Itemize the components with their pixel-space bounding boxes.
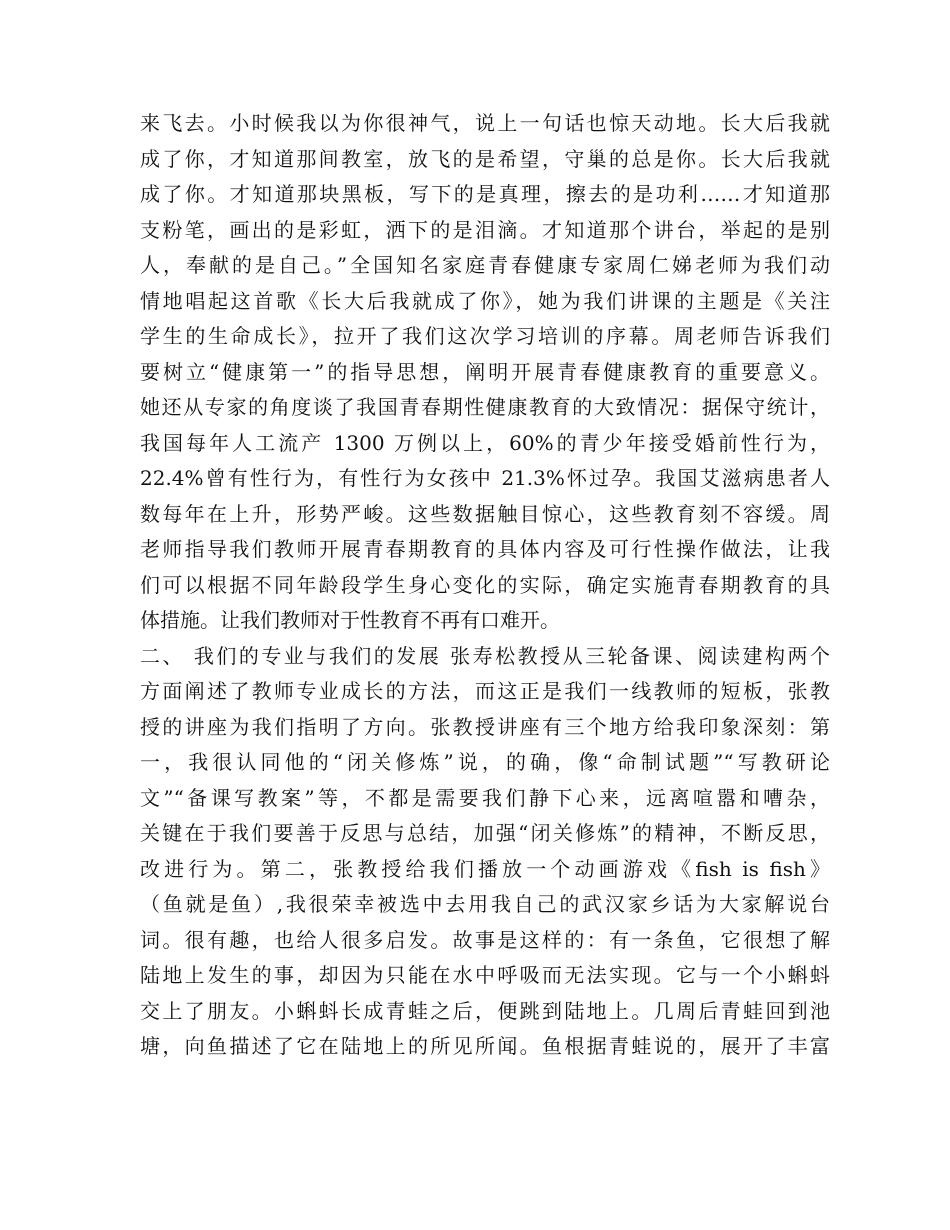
text-line: 老师指导我们教师开展青春期教育的具体内容及可行性操作做法，让我: [140, 537, 830, 561]
text-line: 授的讲座为我们指明了方向。张教授讲座有三个地方给我印象深刻：第: [140, 714, 830, 739]
text-line: 体措施。让我们教师对于性教育不再有口难开。: [140, 608, 560, 632]
text-line: 文”“备课写教案”等，不都是需要我们静下心来，远离喧嚣和嘈杂，: [140, 785, 830, 810]
text-line: 要树立“健康第一”的指导思想，阐明开展青春健康教育的重要意义。: [140, 359, 830, 384]
text-line: 22.4%曾有性行为，有性行为女孩中 21.3%怀过孕。我国艾滋病患者人: [140, 466, 830, 490]
text-line: 改进行为。第二，张教授给我们播放一个动画游戏《fish is fish》: [140, 856, 830, 881]
text-line: 成了你。才知道那块黑板，写下的是真理，擦去的是功利……才知道那: [140, 182, 830, 206]
text-line: 塘，向鱼描述了它在陆地上的所见所闻。鱼根据青蛙说的，展开了丰富: [140, 1034, 830, 1058]
text-line: 词。很有趣，也给人很多启发。故事是这样的：有一条鱼，它很想了解: [140, 927, 830, 952]
text-line: 我国每年人工流产 1300 万例以上，60%的青少年接受婚前性行为，: [140, 430, 830, 455]
text-line: 支粉笔，画出的是彩虹，洒下的是泪滴。才知道那个讲台，举起的是别: [140, 217, 830, 242]
text-line: 学生的生命成长》，拉开了我们这次学习培训的序幕。周老师告诉我们: [140, 324, 830, 348]
text-line: 方面阐述了教师专业成长的方法，而这正是我们一线教师的短板，张教: [140, 679, 830, 703]
text-line: 们可以根据不同年龄段学生身心变化的实际，确定实施青春期教育的具: [140, 572, 830, 597]
text-line: 一，我很认同他的“闭关修炼”说，的确，像“命制试题”“写教研论: [140, 750, 830, 774]
text-line: 陆地上发生的事，却因为只能在水中呼吸而无法实现。它与一个小蝌蚪: [140, 963, 830, 987]
text-line: 来飞去。小时候我以为你很神气，说上一句话也惊天动地。长大后我就: [140, 111, 830, 135]
text-line: 她还从专家的角度谈了我国青春期性健康教育的大致情况：据保守统计，: [140, 395, 830, 419]
text-line: 情地唱起这首歌《长大后我就成了你》，她为我们讲课的主题是《关注: [140, 288, 830, 313]
text-line: （鱼就是鱼）,我很荣幸被选中去用我自己的武汉家乡话为大家解说台: [140, 892, 830, 916]
text-line: 成了你，才知道那间教室，放飞的是希望，守巢的总是你。长大后我就: [140, 146, 830, 171]
text-line: 人，奉献的是自己。”全国知名家庭青春健康专家周仁娣老师为我们动: [140, 253, 830, 277]
text-line: 数每年在上升，形势严峻。这些数据触目惊心，这些教育刻不容缓。周: [140, 501, 830, 526]
text-line: 关键在于我们要善于反思与总结，加强“闭关修炼”的精神，不断反思，: [140, 821, 830, 845]
body-text: [140, 106, 830, 1065]
section-heading-line: 二、 我们的专业与我们的发展 张寿松教授从三轮备课、阅读建构两个: [140, 643, 830, 668]
text-line: 交上了朋友。小蝌蚪长成青蛙之后，便跳到陆地上。几周后青蛙回到池: [140, 998, 830, 1023]
